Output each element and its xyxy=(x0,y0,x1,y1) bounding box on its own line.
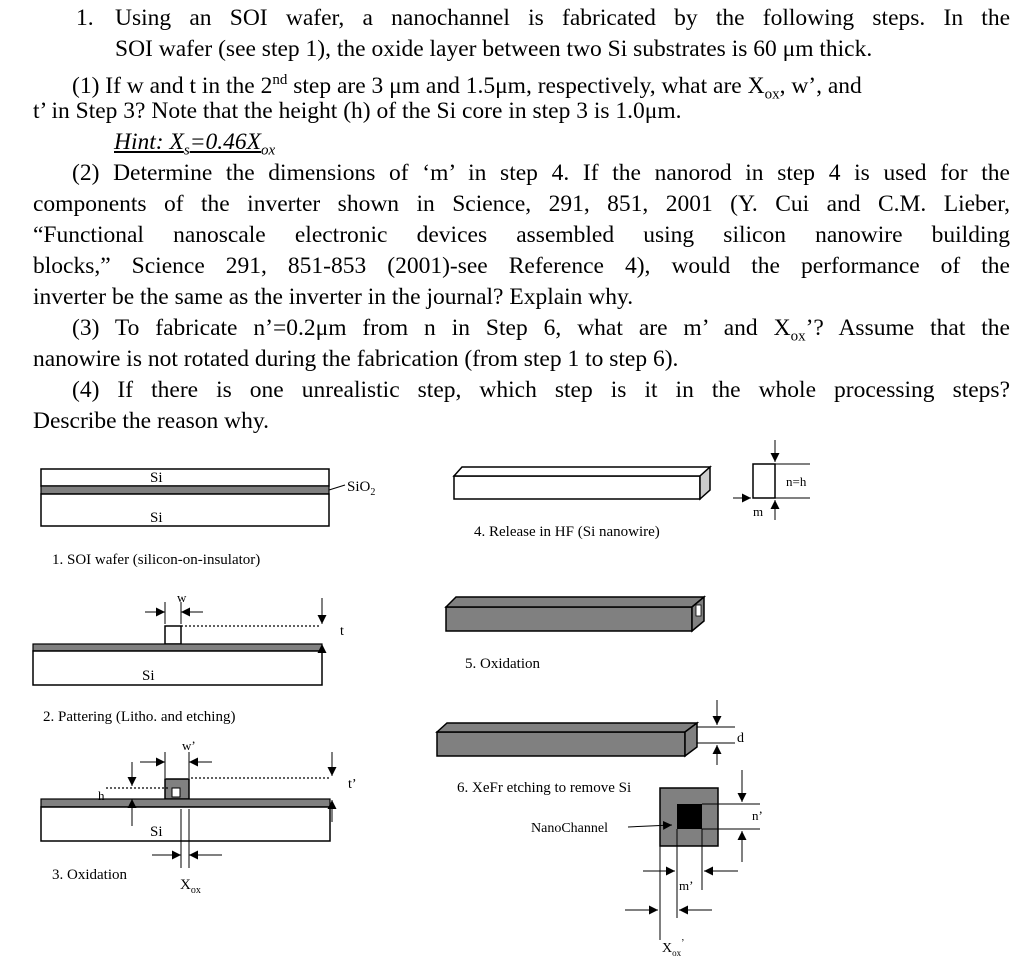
question-2-line-3: “Functional nanoscale electronic devices assembled using silicon nanowire building xyxy=(33,222,1010,248)
step3-caption: 3. Oxidation xyxy=(52,867,127,883)
question-4-line-1: (4) If there is one unrealistic step, which step is it in the whole processing steps? xyxy=(72,377,1010,403)
step1-bottom-si-substrate xyxy=(41,494,329,526)
q1-part-b: step are 3 μm and 1.5μm, respectively, what are X xyxy=(287,72,765,99)
q3-part-b: ’? Assume that the xyxy=(805,315,1010,341)
step5-nanowire-top xyxy=(446,597,704,607)
q3-part-a: (3) To fabricate n’=0.2μm from n in Step 6, what are m’ and X xyxy=(72,315,791,341)
intro-line-1: Using an SOI wafer, a nanochannel is fabricated by the following steps. In the xyxy=(115,5,1010,31)
step3-label-si: Si xyxy=(150,824,163,840)
step6-tube-top xyxy=(437,723,697,732)
q1-subscript: ox xyxy=(764,86,780,103)
question-1-line-2: t’ in Step 3? Note that the height (h) of the Si core in step 3 is 1.0μm. xyxy=(33,98,682,124)
step1-caption: 1. SOI wafer (silicon-on-insulator) xyxy=(52,552,261,568)
step2-oxide-layer xyxy=(33,644,322,651)
step4-nanowire-top xyxy=(454,467,710,476)
step-6-xefr-etching xyxy=(437,700,763,958)
question-2-line-1: (2) Determine the dimensions of ‘m’ in step 4. If the nanorod in step 4 is used for the xyxy=(72,160,1010,186)
hint-sub-ox: ox xyxy=(261,142,276,159)
step1-label-si-bottom: Si xyxy=(150,510,163,526)
step4-label-m: m xyxy=(753,504,764,519)
step3-si-substrate xyxy=(41,807,330,841)
hint-part-b: =0.46X xyxy=(189,129,262,155)
step1-label-sio2: SiO$_2$ xyxy=(347,479,376,498)
step6-nanochannel xyxy=(677,804,702,829)
step6-label-n-prime: n’ xyxy=(752,808,763,823)
step6-label-m-prime: m’ xyxy=(679,878,694,893)
step4-label-n-h: n=h xyxy=(786,474,807,489)
hint-sub-s: s xyxy=(183,142,190,159)
step-2-patterning xyxy=(33,590,344,725)
step3-label-w-prime: w’ xyxy=(182,738,196,753)
hint-part-a: Hint: X xyxy=(114,129,184,155)
step2-label-w: w xyxy=(177,590,187,605)
step4-cross-section xyxy=(753,464,775,498)
step2-label-si: Si xyxy=(142,668,155,684)
step-1-soi-wafer xyxy=(41,469,375,568)
step3-label-xox: $X_{ox}$ xyxy=(180,877,201,896)
step5-caption: 5. Oxidation xyxy=(465,656,540,672)
step6-label-d: d xyxy=(737,731,744,746)
step3-si-core xyxy=(172,788,180,797)
q1-superscript: nd xyxy=(272,72,288,88)
step6-label-nanochannel: NanoChannel xyxy=(531,821,608,836)
intro-line-2: SOI wafer (see step 1), the oxide layer between two Si substrates is 60 μm thick. xyxy=(115,36,873,62)
step3-label-t-prime: t’ xyxy=(348,777,357,792)
problem-number: 1. xyxy=(76,5,94,31)
step4-caption: 4. Release in HF (Si nanowire) xyxy=(474,524,660,540)
step-5-oxidation xyxy=(446,597,704,672)
question-2-line-4: blocks,” Science 291, 851-853 (2001)-see Reference 4), would the performance of the xyxy=(33,253,1010,279)
question-4-line-2: Describe the reason why. xyxy=(33,408,269,434)
step6-tube-front xyxy=(437,732,685,756)
step6-label-xox-prime: $X_{ox}^’$ xyxy=(662,938,685,958)
step1-oxide-layer xyxy=(41,486,329,494)
q1-part-a: (1) If w and t in the 2 xyxy=(72,72,273,99)
question-3-line-2: nanowire is not rotated during the fabrication (from step 1 to step 6). xyxy=(33,346,679,372)
step3-label-h: h xyxy=(98,788,105,803)
step1-top-si-layer xyxy=(41,469,329,486)
step6-caption: 6. XeFr etching to remove Si xyxy=(457,780,632,796)
step-3-oxidation xyxy=(41,738,357,896)
step1-label-si-top: Si xyxy=(150,470,163,486)
step4-nanowire-front xyxy=(454,476,700,499)
q3-subscript: ox xyxy=(790,328,806,345)
step-4-release xyxy=(454,440,810,540)
step1-sio2-leader-line xyxy=(329,485,345,490)
step2-caption: 2. Pattering (Litho. and etching) xyxy=(43,709,236,725)
step2-label-t: t xyxy=(340,624,344,639)
step2-si-substrate xyxy=(33,651,322,685)
question-2-line-2: components of the inverter shown in Science, 291, 851, 2001 (Y. Cui and C.M. Lieber, xyxy=(33,191,1010,217)
step2-si-fin xyxy=(165,626,181,644)
q1-part-c: , w’, and xyxy=(779,72,862,99)
question-2-line-5: inverter be the same as the inverter in the journal? Explain why. xyxy=(33,284,634,310)
step5-si-core-end xyxy=(696,605,701,616)
step3-oxide-layer xyxy=(41,799,330,807)
step5-nanowire-front xyxy=(446,607,692,631)
